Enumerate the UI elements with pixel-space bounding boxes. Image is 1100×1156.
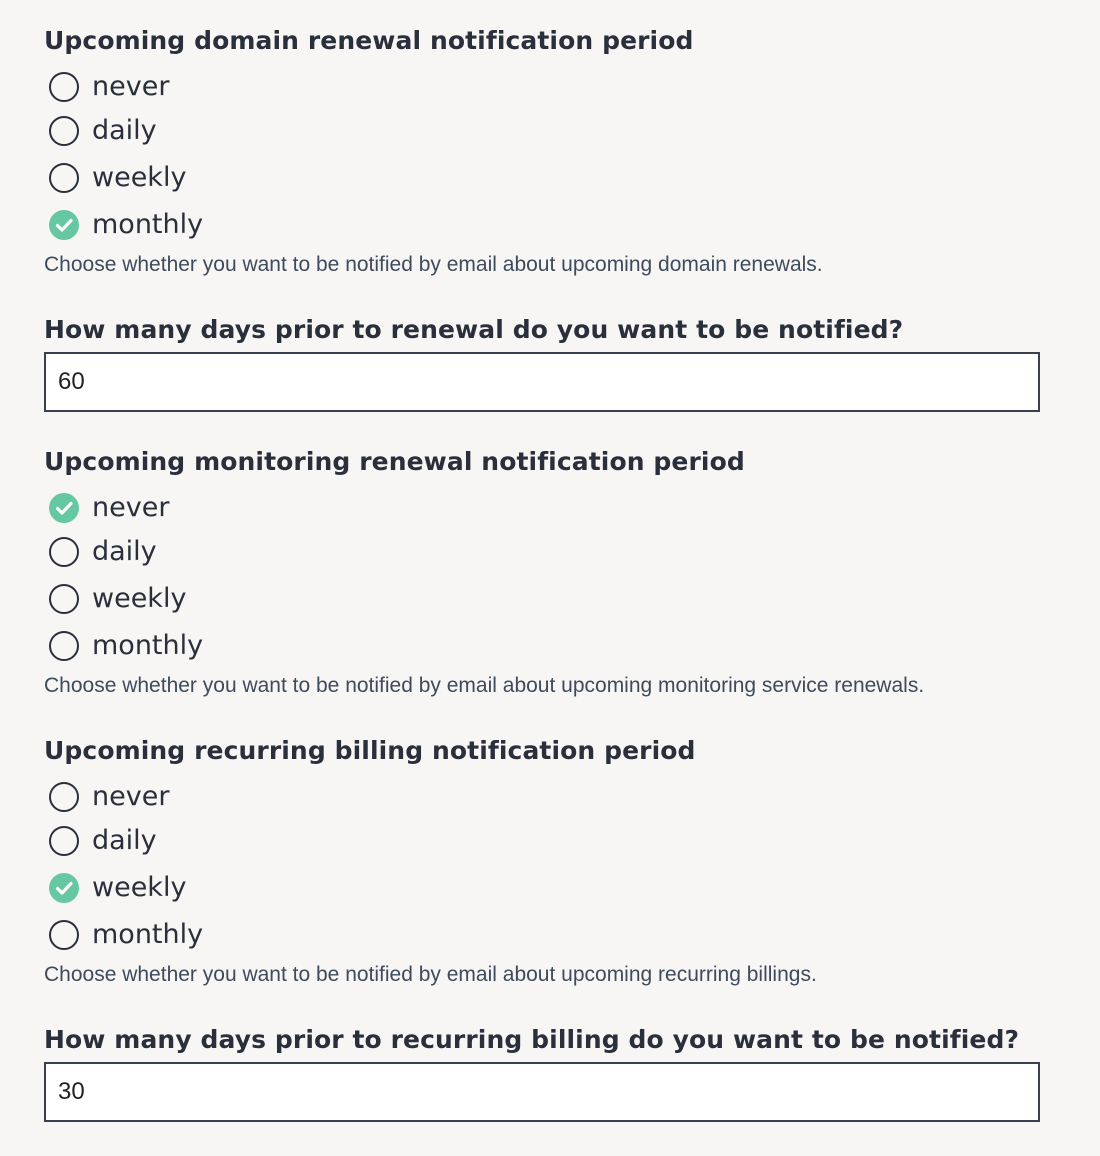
recurring-billing-option-weekly[interactable] <box>44 864 817 911</box>
domain-days-heading: How many days prior to renewal do you want to be notified? <box>44 315 904 344</box>
billing-days-input[interactable]: 30 <box>44 1062 1040 1122</box>
radio-circle-icon[interactable] <box>49 72 79 102</box>
domain-renewal-help-text: Choose whether you want to be notified by email about upcoming domain renewals. <box>44 253 823 276</box>
recurring-billing-option-daily[interactable] <box>44 817 817 864</box>
monitoring-renewal-option-weekly[interactable] <box>44 575 924 622</box>
domain-renewal-option-daily[interactable] <box>44 107 823 154</box>
domain-renewal-heading: Upcoming domain renewal notification period <box>44 26 694 55</box>
domain-renewal-option-never[interactable] <box>44 67 823 107</box>
option-label: weekly <box>92 871 187 903</box>
radio-checked-icon[interactable] <box>49 210 79 240</box>
monitoring-renewal-help-text: Choose whether you want to be notified by email about upcoming monitoring service renewals. <box>44 674 925 697</box>
monitoring-renewal-option-monthly[interactable] <box>44 622 924 669</box>
domain-renewal-radio-group <box>44 67 823 248</box>
radio-circle-icon[interactable] <box>49 826 79 856</box>
recurring-billing-help-text: Choose whether you want to be notified by email about upcoming recurring billings. <box>44 963 817 986</box>
option-label: monthly <box>92 918 204 950</box>
monitoring-renewal-radio-group <box>44 488 924 669</box>
option-label: monthly <box>92 629 204 661</box>
domain-days-section <box>44 314 1040 412</box>
option-label: daily <box>92 535 157 567</box>
radio-circle-icon[interactable] <box>49 163 79 193</box>
radio-circle-icon[interactable] <box>49 782 79 812</box>
recurring-billing-option-never[interactable] <box>44 777 817 817</box>
recurring-billing-radio-group <box>44 777 817 958</box>
option-label: never <box>92 781 170 812</box>
radio-circle-icon[interactable] <box>49 116 79 146</box>
domain-days-input[interactable]: 60 <box>44 352 1040 412</box>
domain-renewal-option-monthly[interactable] <box>44 201 823 248</box>
radio-checked-icon[interactable] <box>49 493 79 523</box>
domain-renewal-section <box>44 25 823 278</box>
option-label: daily <box>92 824 157 856</box>
billing-days-section <box>44 1024 1040 1122</box>
option-label: weekly <box>92 582 187 614</box>
domain-renewal-option-weekly[interactable] <box>44 154 823 201</box>
radio-circle-icon[interactable] <box>49 584 79 614</box>
monitoring-renewal-option-daily[interactable] <box>44 528 924 575</box>
monitoring-renewal-option-never[interactable] <box>44 488 924 528</box>
billing-days-heading: How many days prior to recurring billing do you want to be notified? <box>44 1025 1020 1054</box>
option-label: weekly <box>92 161 187 193</box>
monitoring-renewal-section <box>44 446 924 699</box>
option-label: monthly <box>92 208 204 240</box>
radio-circle-icon[interactable] <box>49 537 79 567</box>
recurring-billing-section <box>44 735 817 988</box>
recurring-billing-option-monthly[interactable] <box>44 911 817 958</box>
recurring-billing-heading: Upcoming recurring billing notification period <box>44 736 696 765</box>
option-label: daily <box>92 114 157 146</box>
radio-circle-icon[interactable] <box>49 631 79 661</box>
radio-circle-icon[interactable] <box>49 920 79 950</box>
option-label: never <box>92 492 170 523</box>
option-label: never <box>92 71 170 102</box>
monitoring-renewal-heading: Upcoming monitoring renewal notification period <box>44 447 745 476</box>
radio-checked-icon[interactable] <box>49 873 79 903</box>
